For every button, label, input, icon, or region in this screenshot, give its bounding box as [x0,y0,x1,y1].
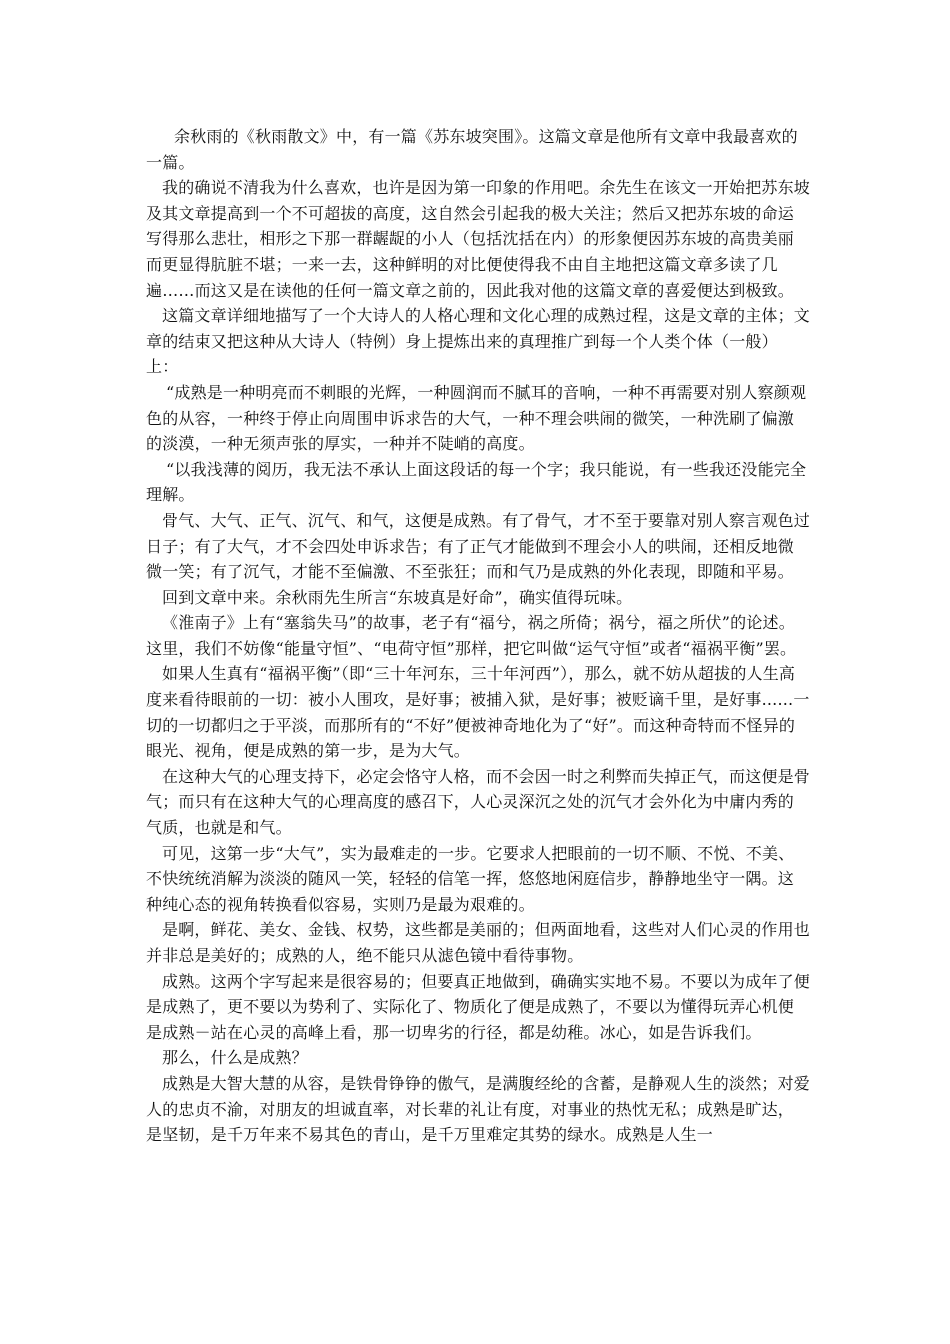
article-body [146,124,810,1148]
paragraph-8: 《淮南子》上有“塞翁失马”的故事，老子有“福兮，祸之所倚；祸兮，福之所伏”的论述。这里，我们不妨像“能量守恒”、“电荷守恒”那样，把它叫做“运气守恒”或者“福祸平衡”罢。 [146,613,797,658]
paragraph-11: 可见，这第一步“大气”，实为最难走的一步。它要求人把眼前的一切不顺、不悦、不美、不快统统消解为淡淡的随风一笑，轻轻的信笔一挥，悠悠地闲庭信步，静静地坐守一隅。这种纯心态的视角转换看似容易，实则乃是最为艰难的。 [146,843,795,914]
paragraph-9: 如果人生真有“福祸平衡”（即“三十年河东，三十年河西”），那么，就不妨从超拔的人生高度来看待眼前的一切：被小人围攻，是好事；被捕入狱，是好事；被贬谪千里，是好事......一切的一切都归之于平淡，而那所有的“不好”便被神奇地化为了“好”。而这种奇特而不怪异的眼光、视角，便是成熟的第一步，是为大气。 [146,664,810,761]
paragraph-13: 成熟。这两个字写起来是很容易的；但要真正地做到，确确实实地不易。不要以为成年了便是成熟了，更不要以为势利了、实际化了、物质化了便是成熟了，不要以为懂得玩弄心机便是成熟－站在心灵的高峰上看，那一切卑劣的行径，都是幼稚。冰心，如是告诉我们。 [146,971,811,1042]
paragraph-12: 是啊，鲜花、美女、金钱、权势，这些都是美丽的；但两面地看，这些对人们心灵的作用也并非总是美好的；成熟的人，绝不能只从滤色镜中看待事物。 [146,920,811,965]
paragraph-6: 骨气、大气、正气、沉气、和气，这便是成熟。有了骨气，才不至于要靠对别人察言观色过日子；有了大气，才不会四处申诉求告；有了正气才能做到不理会小人的哄闹，还相反地微微一笑；有了沉气，才能不至偏激、不至张狂；而和气乃是成熟的外化表现，即随和平易。 [146,510,811,582]
paragraph-10: 在这种大气的心理支持下，必定会恪守人格，而不会因一时之利弊而失掉正气，而这便是骨气；而只有在这种大气的心理高度的感召下，人心灵深沉之处的沉气才会外化为中庸内秀的气质，也就是和气。 [146,766,811,838]
paragraph-5: “以我浅薄的阅历，我无法不承认上面这段话的每一个字；我只能说，有一些我还没能完全理解。 [146,459,807,505]
paragraph-15: 成熟是大智大慧的从容，是铁骨铮铮的傲气，是满腹经纶的含蓄，是静观人生的淡然；对爱人的忠贞不渝，对朋友的坦诚直率，对长辈的礼让有度，对事业的热忱无私；成熟是旷达，是坚韧，是千万年来不易其色的青山，是千万里难定其势的绿水。成熟是人生一 [146,1073,811,1145]
paragraph-7: 回到文章中来。余秋雨先生所言“东坡真是好命”，确实值得玩味。 [162,587,633,607]
paragraph-2: 我的确说不清我为什么喜欢，也许是因为第一印象的作用吧。余先生在该文一开始把苏东坡及其文章提高到一个不可超拔的高度，这自然会引起我的极大关注；然后又把苏东坡的命运写得那么悲壮，相形之下那一群龌龊的小人（包括沈括在内）的形象便因苏东坡的高贵美丽而更显得肮脏不堪；一来一去，这种鲜明的对比便使得我不由自主地把这篇文章多读了几遍……而这又是在读他的任何一篇文章之前的，因此我对他的这篇文章的喜爱便达到极致。 [146,178,811,300]
paragraph-3: 这篇文章详细地描写了一个大诗人的人格心理和文化心理的成熟过程，这是文章的主体；文章的结束又把这种从大诗人（特例）身上提炼出来的真理推广到每一个人类个体（一般）上： [146,306,811,377]
paragraph-14: 那么，什么是成熟？ [162,1048,308,1068]
paragraph-4: “成熟是一种明亮而不刺眼的光辉，一种圆润而不腻耳的音响，一种不再需要对别人察颜观色的从容，一种终于停止向周围申诉求告的大气，一种不理会哄闹的微笑，一种洗刷了偏激的淡漠，一种无须声张的厚实，一种并不陡峭的高度。 [146,382,807,454]
paragraph-1: 余秋雨的《秋雨散文》中，有一篇《苏东坡突围》。这篇文章是他所有文章中我最喜欢的一篇。 [146,127,798,172]
